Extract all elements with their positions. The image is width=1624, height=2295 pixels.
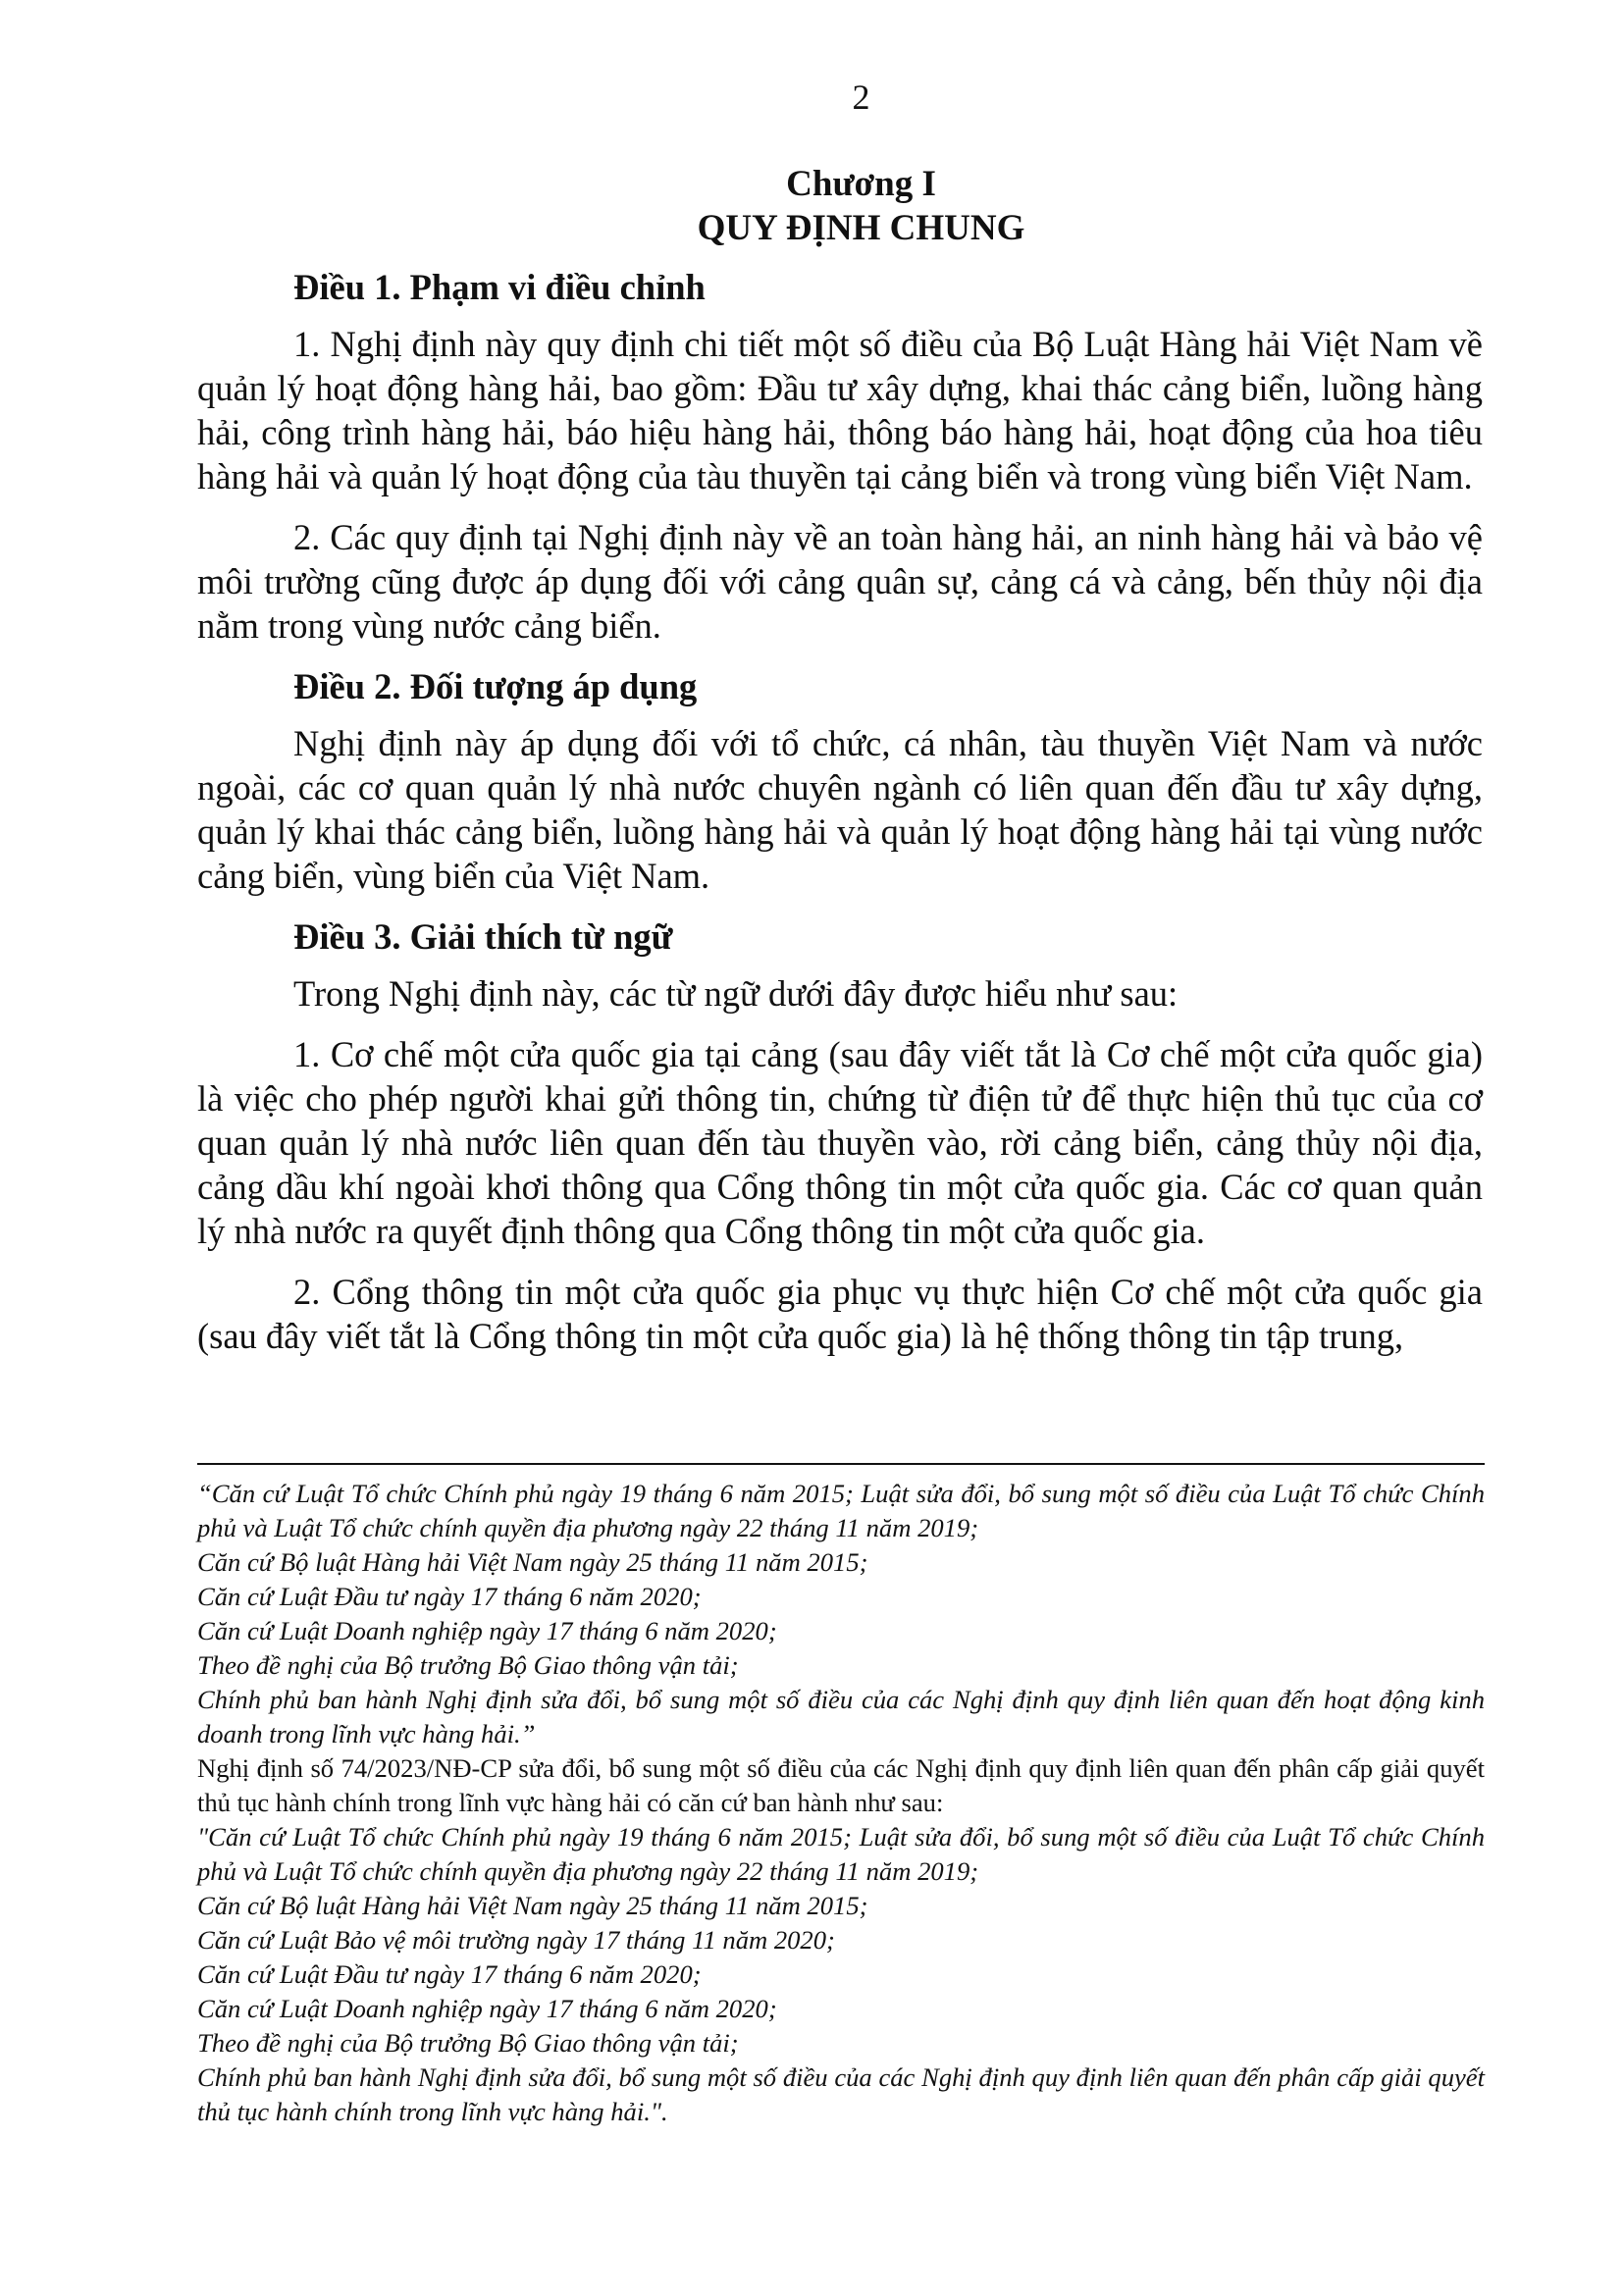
footnote-line: Căn cứ Luật Doanh nghiệp ngày 17 tháng 6 năm 2020;	[197, 1616, 777, 1645]
footnote-line: Căn cứ Bộ luật Hàng hải Việt Nam ngày 25 tháng 11 năm 2015;	[197, 1891, 868, 1920]
footnote-line: “Căn cứ Luật Tổ chức Chính phủ ngày 19 tháng 6 năm 2015; Luật sửa đổi, bổ sung một số điều của Luật Tổ chức Chính phủ và Luật Tổ chức chính quyền địa phương ngày 22 tháng 11 năm 2019;	[197, 1479, 1485, 1542]
article-1-paragraph-1: 1. Nghị định này quy định chi tiết một số điều của Bộ Luật Hàng hải Việt Nam về quản lý hoạt động hàng hải, bao gồm: Đầu tư xây dựng, khai thác cảng biển, luồng hàng hải, công trình hàng hải, báo hiệu hàng hải, thông báo hàng hải, hoạt động của hoa tiêu hàng hải và quản lý hoạt động của tàu thuyền tại cảng biển và trong vùng biển Việt Nam.	[197, 324, 1483, 496]
chapter-label: Chương I	[786, 164, 936, 204]
footnote-line: Căn cứ Luật Bảo vệ môi trường ngày 17 tháng 11 năm 2020;	[197, 1925, 835, 1955]
article-2-paragraph-1: Nghị định này áp dụng đối với tổ chức, cá nhân, tàu thuyền Việt Nam và nước ngoài, các cơ quan quản lý nhà nước chuyên ngành có liên quan đến đầu tư xây dựng, quản lý khai thác cảng biển, luồng hàng hải và quản lý hoạt động hàng hải tại vùng nước cảng biển, vùng biển của Việt Nam.	[197, 723, 1483, 896]
footnote-line: Căn cứ Luật Đầu tư ngày 17 tháng 6 năm 2020;	[197, 1582, 702, 1611]
footnote-line: "Căn cứ Luật Tổ chức Chính phủ ngày 19 tháng 6 năm 2015; Luật sửa đổi, bổ sung một số điều của Luật Tổ chức Chính phủ và Luật Tổ chức chính quyền địa phương ngày 22 tháng 11 năm 2019;	[197, 1822, 1485, 1886]
footnote-separator	[197, 1463, 1485, 1465]
article-3-heading: Điều 3. Giải thích từ ngữ	[293, 916, 673, 957]
footnote-line: Chính phủ ban hành Nghị định sửa đổi, bổ sung một số điều của các Nghị định quy định liên quan đến phân cấp giải quyết thủ tục hành chính trong lĩnh vực hàng hải.".	[197, 2062, 1485, 2126]
article-3-paragraph-1: Trong Nghị định này, các từ ngữ dưới đây được hiểu như sau:	[293, 973, 1179, 1014]
article-2-heading: Điều 2. Đối tượng áp dụng	[293, 666, 698, 706]
article-1-heading: Điều 1. Phạm vi điều chỉnh	[293, 267, 706, 307]
footnote-line: Căn cứ Bộ luật Hàng hải Việt Nam ngày 25 tháng 11 năm 2015;	[197, 1547, 868, 1577]
footnotes	[197, 1477, 1485, 2129]
article-1-paragraph-2: 2. Các quy định tại Nghị định này về an toàn hàng hải, an ninh hàng hải và bảo vệ môi trường cũng được áp dụng đối với cảng quân sự, cảng cá và cảng, bến thủy nội địa nằm trong vùng nước cảng biển.	[197, 517, 1483, 646]
chapter-title: QUY ĐỊNH CHUNG	[697, 208, 1025, 248]
article-3-paragraph-2: 1. Cơ chế một cửa quốc gia tại cảng (sau đây viết tắt là Cơ chế một cửa quốc gia) là việc cho phép người khai gửi thông tin, chứng từ điện tử để thực hiện thủ tục của cơ quan quản lý nhà nước liên quan đến tàu thuyền vào, rời cảng biển, cảng thủy nội địa, cảng dầu khí ngoài khơi thông qua Cổng thông tin một cửa quốc gia. Các cơ quan quản lý nhà nước ra quyết định thông qua Cổng thông tin một cửa quốc gia.	[197, 1034, 1483, 1251]
footnote-line: Căn cứ Luật Doanh nghiệp ngày 17 tháng 6 năm 2020;	[197, 1994, 777, 2023]
chapter-heading	[0, 162, 1624, 250]
footnote-line: Căn cứ Luật Đầu tư ngày 17 tháng 6 năm 2020;	[197, 1959, 702, 1989]
document-body	[197, 265, 1483, 1375]
footnote-line: Nghị định số 74/2023/NĐ-CP sửa đổi, bổ sung một số điều của các Nghị định quy định liên quan đến phân cấp giải quyết thủ tục hành chính trong lĩnh vực hàng hải có căn cứ ban hành như sau:	[197, 1753, 1485, 1817]
footnote-line: Chính phủ ban hành Nghị định sửa đổi, bổ sung một số điều của các Nghị định quy định liên quan đến hoạt động kinh doanh trong lĩnh vực hàng hải.”	[197, 1685, 1485, 1748]
footnote-line: Theo đề nghị của Bộ trưởng Bộ Giao thông vận tải;	[197, 1650, 739, 1680]
footnote-line: Theo đề nghị của Bộ trưởng Bộ Giao thông vận tải;	[197, 2028, 739, 2058]
page-number: 2	[852, 78, 870, 117]
article-3-paragraph-3: 2. Cổng thông tin một cửa quốc gia phục vụ thực hiện Cơ chế một cửa quốc gia (sau đây viết tắt là Cổng thông tin một cửa quốc gia) là hệ thống thông tin tập trung,	[197, 1272, 1483, 1356]
